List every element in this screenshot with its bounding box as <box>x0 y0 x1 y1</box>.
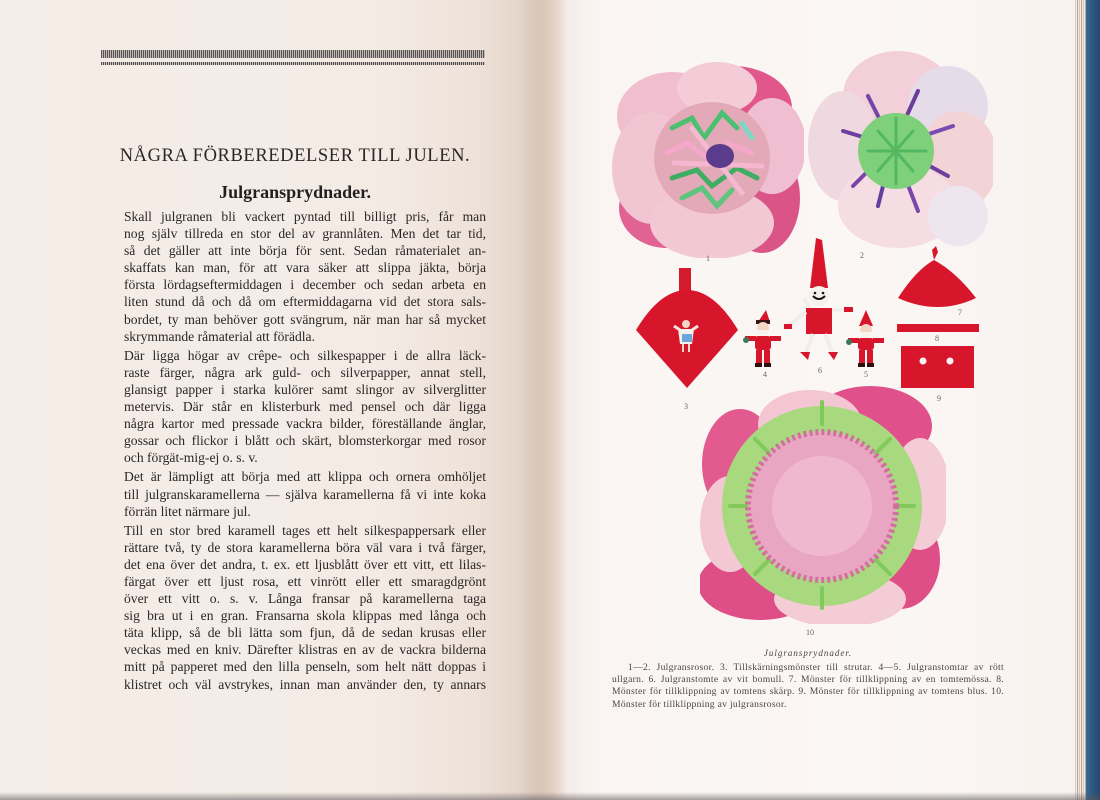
paragraph-2: Där ligga högar av crêpe- och silkespapper i de allra läck- raste färger, några ark guld- och silverpapper, annat stell, glansigt papper i starka kulörer samt slingor av silverglitter metervis. Där står en klisterburk med pensel och där ligga några kartor med pressade vackra bilder, föreställande änglar, gossar och flickor i blått och skärt, blomsterkorgar med rosor och förgät-mig-ej o. s. v. <box>124 347 486 466</box>
chapter-title: NÅGRA FÖRBEREDELSER TILL JULEN. <box>119 146 471 166</box>
body-text <box>110 208 486 695</box>
figure-number: 6 <box>818 366 822 375</box>
ornamental-rule <box>101 50 485 65</box>
figure-number: 5 <box>864 370 868 379</box>
figure-3-strut-pattern <box>634 266 740 411</box>
bottom-shadow <box>0 792 1100 800</box>
book-gutter <box>520 0 580 800</box>
figure-number: 10 <box>806 628 814 637</box>
caption-body: 1—2. Julgransrosor. 3. Tillskärningsmönster till strutar. 4—5. Julgranstomtar av rött ullgarn. 6. Julgranstomte av vit bomull. 7. Mönster för tillklippning av en tomtemössa. 8. Mönster för tillklippning av tomtens skärp. 9. Mönster för tillklippning av tomtens blus. 10. Mönster för tillklippning av julgransrosor. <box>612 662 1004 710</box>
blouse-pattern-icon <box>901 346 975 388</box>
figure-caption <box>612 648 1004 711</box>
paragraph-1: Skall julgranen bli vackert pyntad till billigt pris, får man nog själv tillreda en stor del av grannlåten. Men det tar tid, så det gäller att inte börja för sent. Sedan råmaterialet an- skaffats kan man, för att vara säker att slippa jäkta, börja första lördagseftermiddagen i december och sedan arbeta en liten stund då och då om eftermiddagarna vid det stora sals- bordet, ty man behöver gott svängrum, när man har så mycket skrymmande råmaterial att förädla. <box>124 209 486 344</box>
figure-number: 9 <box>937 394 941 403</box>
section-title: Julgransprydnader. <box>219 182 371 202</box>
caption-title: Julgransprydnader. <box>763 648 853 658</box>
figure-5-tomte <box>846 308 886 379</box>
book-cover-edge <box>1086 0 1100 800</box>
tomte-figure-icon <box>846 308 886 370</box>
paragraph-4: Till en stor bred karamell tages ett helt silkespappersark eller rättare två, ty de stora karamellerna böra väl vara i två färger, det ena över det andra, t. ex. ett ljusblått över ett vitt, ett lilas- färgat över ett ljust rosa, ett vinrött eller ett smaragdgrönt över ett vitt o. s. v. Långa fransar på karamellerna taga sig bra ut i en gran. Fransarna skola klippas med långa och täta klipp, så de bli lätta som fjun, då de sedan krusas eller veckas med en kniv. Därefter klistras en av de vackra bilderna mitt på papperet med den lilla penseln, som helt nätt doppas i klistret och väl avstrykes, innan man använder den, ty annars <box>124 522 486 692</box>
rose-illustration-icon <box>612 58 804 258</box>
figure-10-rose-pattern <box>700 384 946 642</box>
paragraph-3: Det är lämpligt att börja med att klippa och ornera omhöljet till julgranskaramellerna — själva karamellerna få vi inte koka förrän litet närmare jul. <box>124 469 486 519</box>
rose-illustration-icon <box>808 46 993 254</box>
left-page <box>0 0 540 800</box>
figure-4-tomte <box>742 308 784 379</box>
figure-1-rose <box>612 58 804 263</box>
figure-number: 7 <box>958 308 962 317</box>
sash-pattern-icon <box>897 324 979 332</box>
figure-number: 3 <box>684 402 688 411</box>
figure-2-rose <box>808 46 993 260</box>
figure-number: 1 <box>706 254 710 263</box>
figure-6-tomte <box>782 238 854 375</box>
tomte-figure-icon <box>782 238 854 364</box>
rose-pattern-icon <box>700 384 946 624</box>
figure-7-cap-pattern <box>894 246 978 318</box>
strut-pattern-icon <box>634 266 740 396</box>
tomte-figure-icon <box>742 308 784 370</box>
figure-8-sash-pattern <box>897 324 979 344</box>
cap-pattern-icon <box>894 246 978 312</box>
figure-number: 8 <box>935 334 939 343</box>
figure-number: 4 <box>763 370 767 379</box>
figure-number: 2 <box>860 251 864 260</box>
